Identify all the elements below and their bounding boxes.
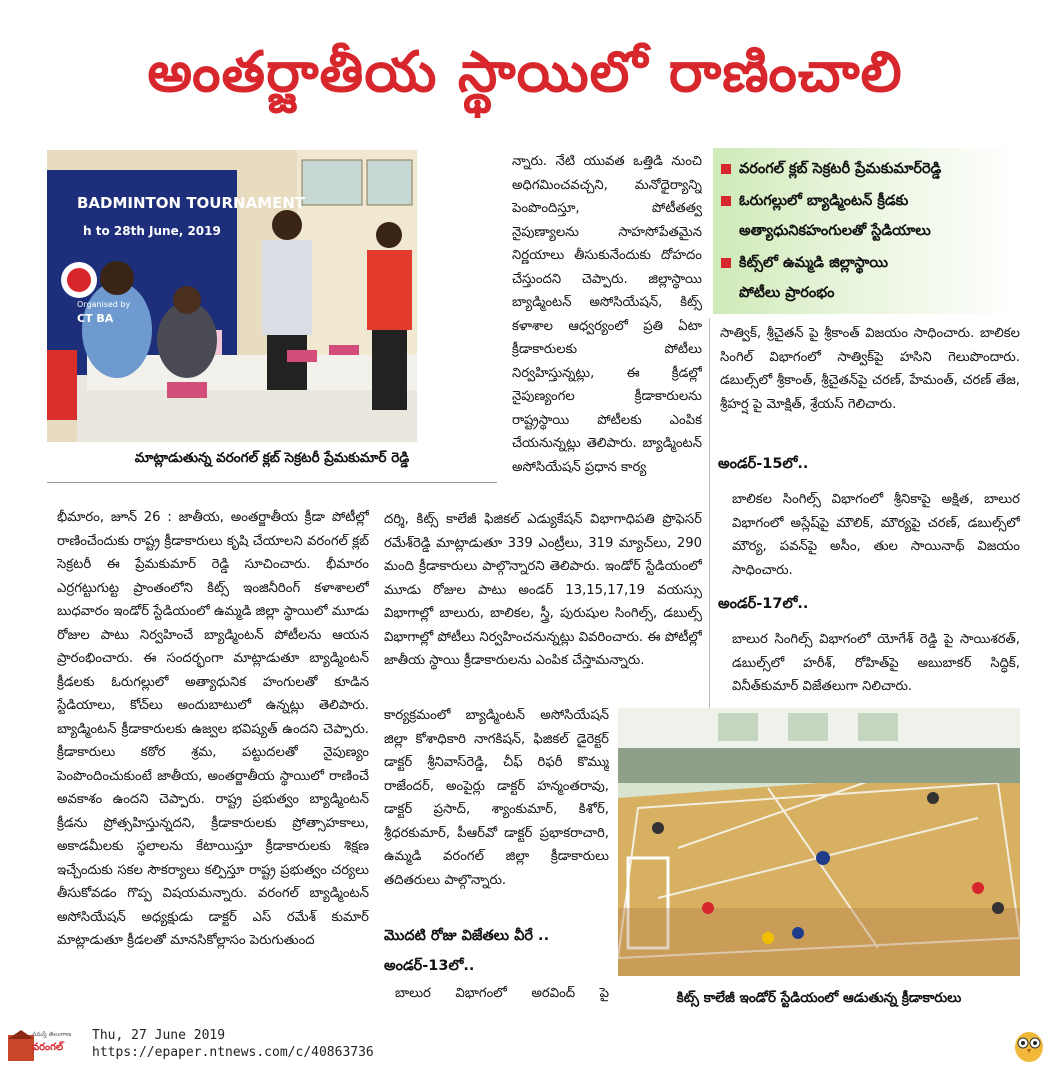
caption-rule — [47, 482, 497, 483]
logo-edition-text: వరంగల్ — [32, 1042, 64, 1053]
article-body-3c: బాలుర సింగిల్స్ విభాగంలో యోగేశ్ రెడ్డి పై సాయిశరత్, డబుల్స్‌లో హరీశ్, రోహిత్‌పై అబుబాకర్ సిద్ధిక్, వినీత్‌కుమార్ విజేతలుగా నిలిచారు. — [732, 632, 1020, 694]
article-column-2-wide — [384, 508, 702, 704]
article-column-3c — [732, 628, 1020, 700]
photo-speaker-caption: మాట్లాడుతున్న వరంగల్ క్లబ్ సెక్రటరీ ప్రేమకుమార్ రెడ్డి — [134, 450, 410, 466]
article-body-3b: బాలికల సింగిల్స్ విభాగంలో శ్రీనికాపై అక్షిత, బాలుర విభాగంలో అస్లేష్‌పై మౌలిక్, మౌర్యపై చరణ్, డబుల్స్‌లో మౌర్య, పవన్‌పై అసీం, తుల సాయినాథ్ విజయం సాధించారు. — [732, 492, 1020, 578]
highlight-1: వరంగల్ క్లబ్ సెక్రటరీ ప్రేమకుమార్‌రెడ్డి — [721, 154, 941, 185]
article-body-2b: దర్శి, కిట్స్ కాలేజీ ఫిజికల్ ఎడ్యుకేషన్ విభాగాధిపతి ప్రొఫెసర్ రమేశ్‌రెడ్డి మాట్లాడుతూ 339 ఎంట్రీలు, 319 మ్యాచ్‌లు, 290 మంది క్రీడాకారులు పాల్గొన్నారని తెలిపారు. ఇండోర్ స్టేడియంలో మూడు రోజుల పాటు అండర్ 13,15,17,19 వయస్సు విభాగాల్లో బాలురు, బాలికల, స్త్రీ, పురుషుల సింగిల్స్, డబుల్స్ విభాగాల్లో పోటీలు నిర్వహించనున్నట్లు వివరించారు. ఈ పోటీల్లో జాతీయ స్థాయి క్రీడాకారులను ఎంపిక చేస్తామన్నారు. — [384, 512, 702, 668]
article-column-2-top — [512, 150, 702, 508]
article-body-2a: న్నారు. నేటి యువత ఒత్తిడి నుంచి అధిగమించవచ్చని, మనోధైర్యాన్ని పెంపొందిస్తూ, పోటీతత్వ నైపుణ్యాలను సాహసోపేతమైన నిర్ణయాలు తీసుకునేందుకు దోహదం చేస్తుందని చెప్పారు. జిల్లాస్థాయి బ్యాడ్మింటన్ అసోసియేషన్, కిట్స్ కళాశాల ఆధ్వర్యంలో ప్రతి ఏటా క్రీడాకారులకు పోటీలు నిర్వహిస్తున్నట్లు, ఈ క్రీడల్లో నైపుణ్యంగల క్రీడాకారులను రాష్ట్రస్థాయి పోటీలకు ఎంపిక చేయనున్నట్లు తెలిపారు. బ్యాడ్మింటన్ అసోసియేషన్ ప్రధాన కార్య — [512, 154, 702, 475]
bullet-square-icon — [721, 258, 731, 268]
subhead-first-day-winners: మొదటి రోజు విజేతలు వీరే .. — [384, 928, 550, 944]
article-body-1: భీమారం, జూన్ 26 : జాతీయ, అంతర్జాతీయ క్రీడా పోటీల్లో రాణించేందుకు రాష్ట్ర క్రీడాకారులు కృషి చేయాలని వరంగల్ క్లబ్ సెక్రటరీ ఈ ప్రేమకుమార్ రెడ్డి సూచించారు. భీమారం ఎర్రగట్టుగుట్ట ప్రాంతంలోని కిట్స్ ఇంజినీరింగ్ కళాశాలలో బుధవారం ఇండోర్ స్టేడియంలో ఉమ్మడి జిల్లా స్థాయిలో మూడు రోజుల పాటు నిర్వహించే బ్యాడ్మింటన్ పోటీలను ఆయన ప్రారంభించారు. ఈ సందర్భంగా మాట్లాడుతూ బ్యాడ్మింటన్ క్రీడలకు ఓరుగల్లులో అత్యాధునిక హంగులతో కూడిన స్టేడియాలు, కోచ్‌లు అందుబాటులో ఉన్నట్లు తెలిపారు. బ్యాడ్మింటన్ క్రీడాకారులకు ఉజ్వల భవిష్యత్ ఉందని చెప్పారు. క్రీడాకారులు కఠోర శ్రమ, పట్టుదలతో నైపుణ్యం పెంపొందించుకుంటే జాతీయ, అంతర్జాతీయ స్థాయిలో రాణించే అవకాశం ఉందని చెప్పారు. రాష్ట్ర ప్రభుత్వం బ్యాడ్మింటన్ క్రీడను ప్రోత్సహిస్తున్నదని, క్రీడాకారులకు ప్రోత్సాహకాలు, అకాడమీలకు స్థలాలను కేటాయిస్తూ క్రీడాకారులకు శిక్షణ ఇచ్చేందుకు సకల సౌకర్యాలు కల్పిస్తూ రాష్ట్ర ప్రభుత్వం చర్యలు తీసుకోవడం గొప్ప విషయమన్నారు. వరంగల్ బ్యాడ్మింటన్ అసోసియేషన్ అధ్యక్షుడు డాక్టర్ ఎస్ రమేశ్ కుమార్ మాట్లాడుతూ క్రీడలతో మానసికోల్లాసం పెరుగుతుంద — [57, 510, 369, 948]
subhead-under-17: అండర్-17లో.. — [718, 596, 809, 612]
photo-stadium — [618, 708, 1020, 976]
banner-organiser: Organised by — [77, 300, 131, 309]
article-column-2-bottom — [384, 704, 609, 916]
highlight-2-cont: అత్యాధునికహంగులతో స్టేడియాలు — [739, 223, 931, 239]
photo-stadium-caption: కిట్స్ కాలేజీ ఇండోర్ స్టేడియంలో ఆడుతున్న క్రీడాకారులు — [676, 990, 962, 1006]
footer-url[interactable]: https://epaper.ntnews.com/c/40863736 — [92, 1045, 374, 1060]
logo-small-text: నమస్తే తెలంగాణ — [32, 1031, 72, 1038]
bullet-square-icon — [721, 196, 731, 206]
article-body-2c: కార్యక్రమంలో బ్యాడ్మింటన్ అసోసియేషన్ జిల్లా కోశాధికారి నాగకిషన్, ఫిజికల్ డైరెక్టర్ డాక్టర్ శ్రీనివాస్‌రెడ్డి, చీఫ్ రిఫరీ కొమ్ము రాజేందర్, అంపైర్లు డాక్టర్ హన్మంతరావు, డాక్టర్ ప్రసాద్, శ్యాంకుమార్, కిశోర్, శ్రీధరకుమార్, పీఆర్‌వో డాక్టర్ ప్రభాకరాచారి, ఉమ్మడి వరంగల్ జిల్లా క్రీడాకారులు తదితరులు పాల్గొన్నారు. — [384, 708, 609, 888]
article-column-1 — [57, 506, 369, 1004]
bullet-square-icon — [721, 164, 731, 174]
banner-date: h to 28th June, 2019 — [83, 224, 221, 238]
banner-organiser-name: CT BA — [77, 312, 114, 325]
photo-speaker — [47, 150, 417, 442]
highlight-3-cont: పోటీలు ప్రారంభం — [739, 285, 835, 301]
subhead-under-13: అండర్-13లో.. — [384, 958, 475, 974]
highlight-2: ఓరుగల్లులో బ్యాడ్మింటన్ క్రీడకు — [721, 186, 908, 217]
banner-title: BADMINTON TOURNAMENT — [77, 194, 306, 212]
footer-date: Thu, 27 June 2019 — [92, 1028, 226, 1043]
article-body-3a: సాత్విక్, శ్రీచైతన్ పై శ్రీకాంత్ విజయం సాధించారు. బాలికల సింగిల్ విభాగంలో సాత్విక్‌పై హసిని గెలుపొందారు. డబుల్స్‌లో శ్రీకాంత్, శ్రీచైతన్‌పై చరణ్, హేమంత్, చరణ్ తేజ, శ్రీహర్ష పై మోక్షిత్, శ్రేయస్ గెలిచారు. — [720, 326, 1020, 412]
headline: అంతర్జాతీయ స్థాయిలో రాణించాలి — [147, 40, 903, 105]
highlights-box — [713, 148, 1018, 314]
photo-stadium-scene — [618, 708, 1020, 976]
owl-mascot-icon — [1012, 1027, 1046, 1063]
column-divider — [709, 318, 710, 708]
article-column-3b — [732, 488, 1020, 584]
highlight-3: కిట్స్‌లో ఉమ్మడి జిల్లాస్థాయి — [721, 248, 888, 279]
article-column-3a — [720, 322, 1020, 440]
article-body-2d: బాలుర విభాగంలో అరవింద్ పై — [395, 986, 609, 1001]
subhead-under-15: అండర్-15లో.. — [718, 456, 809, 472]
footer — [0, 1025, 1050, 1066]
